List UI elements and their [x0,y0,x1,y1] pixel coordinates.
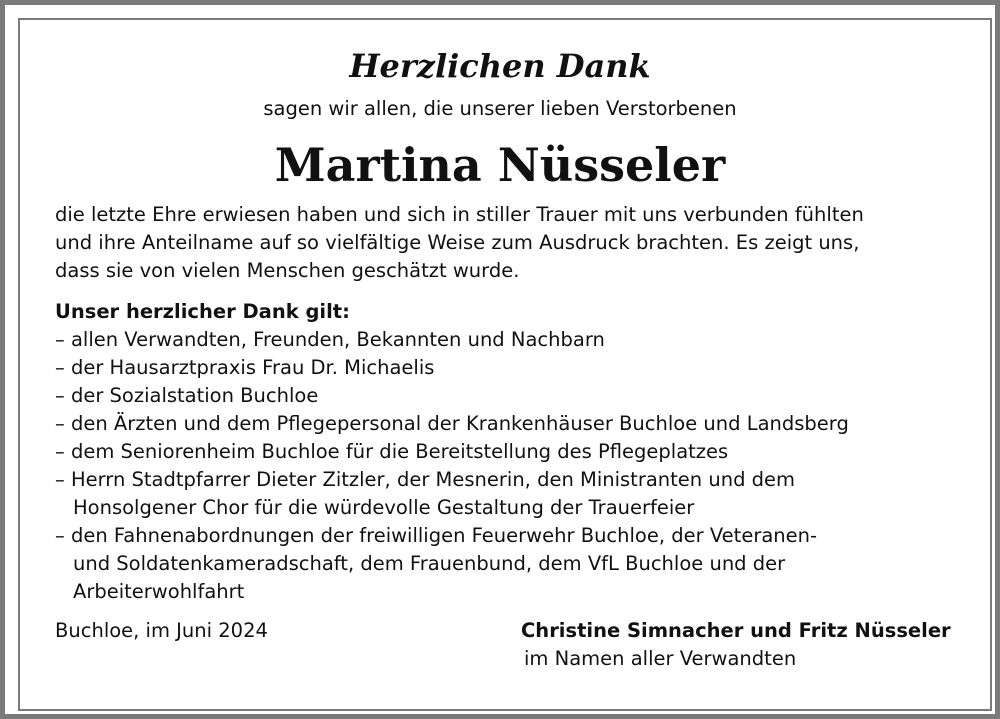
intro-line: dass sie von vielen Menschen geschätzt wurde. [55,259,520,282]
thanks-item: – den Ärzten und dem Pflegepersonal der Krankenhäuser Buchloe und Landsberg [55,412,849,435]
signatories-note: im Namen aller Verwandten [524,647,797,670]
thanks-item: – der Sozialstation Buchloe [55,384,319,407]
heading: Herzlichen Dank [349,47,651,85]
thanks-item: – der Hausarztpraxis Frau Dr. Michaelis [55,356,435,379]
thanks-item: – Herrn Stadtpfarrer Dieter Zitzler, der Mesnerin, den Ministranten und dem [55,468,796,491]
thanks-item-continuation: Arbeiterwohlfahrt [73,580,245,603]
thanks-item: – allen Verwandten, Freunden, Bekannten und Nachbarn [55,328,605,351]
signatories: Christine Simnacher und Fritz Nüsseler [521,619,951,642]
thanks-heading: Unser herzlicher Dank gilt: [55,300,350,323]
thanks-item: – den Fahnenabordnungen der freiwilligen Feuerwehr Buchloe, der Veteranen- [55,524,818,547]
intro-line: und ihre Anteilname auf so vielfältige Weise zum Ausdruck brachten. Es zeigt uns, [55,231,860,254]
thanks-item-continuation: und Soldatenkameradschaft, dem Frauenbund, dem VfL Buchloe und der [73,552,786,575]
deceased-name: Martina Nüsseler [274,138,726,192]
thanks-item-continuation: Honsolgener Chor für die würdevolle Gestaltung der Trauerfeier [73,496,695,519]
place-date: Buchloe, im Juni 2024 [55,619,268,642]
subheading: sagen wir allen, die unserer lieben Verstorbenen [263,97,737,120]
thanks-item: – dem Seniorenheim Buchloe für die Bereitstellung des Pflegeplatzes [55,440,729,463]
intro-line: die letzte Ehre erwiesen haben und sich in stiller Trauer mit uns verbunden fühlten [55,203,864,226]
